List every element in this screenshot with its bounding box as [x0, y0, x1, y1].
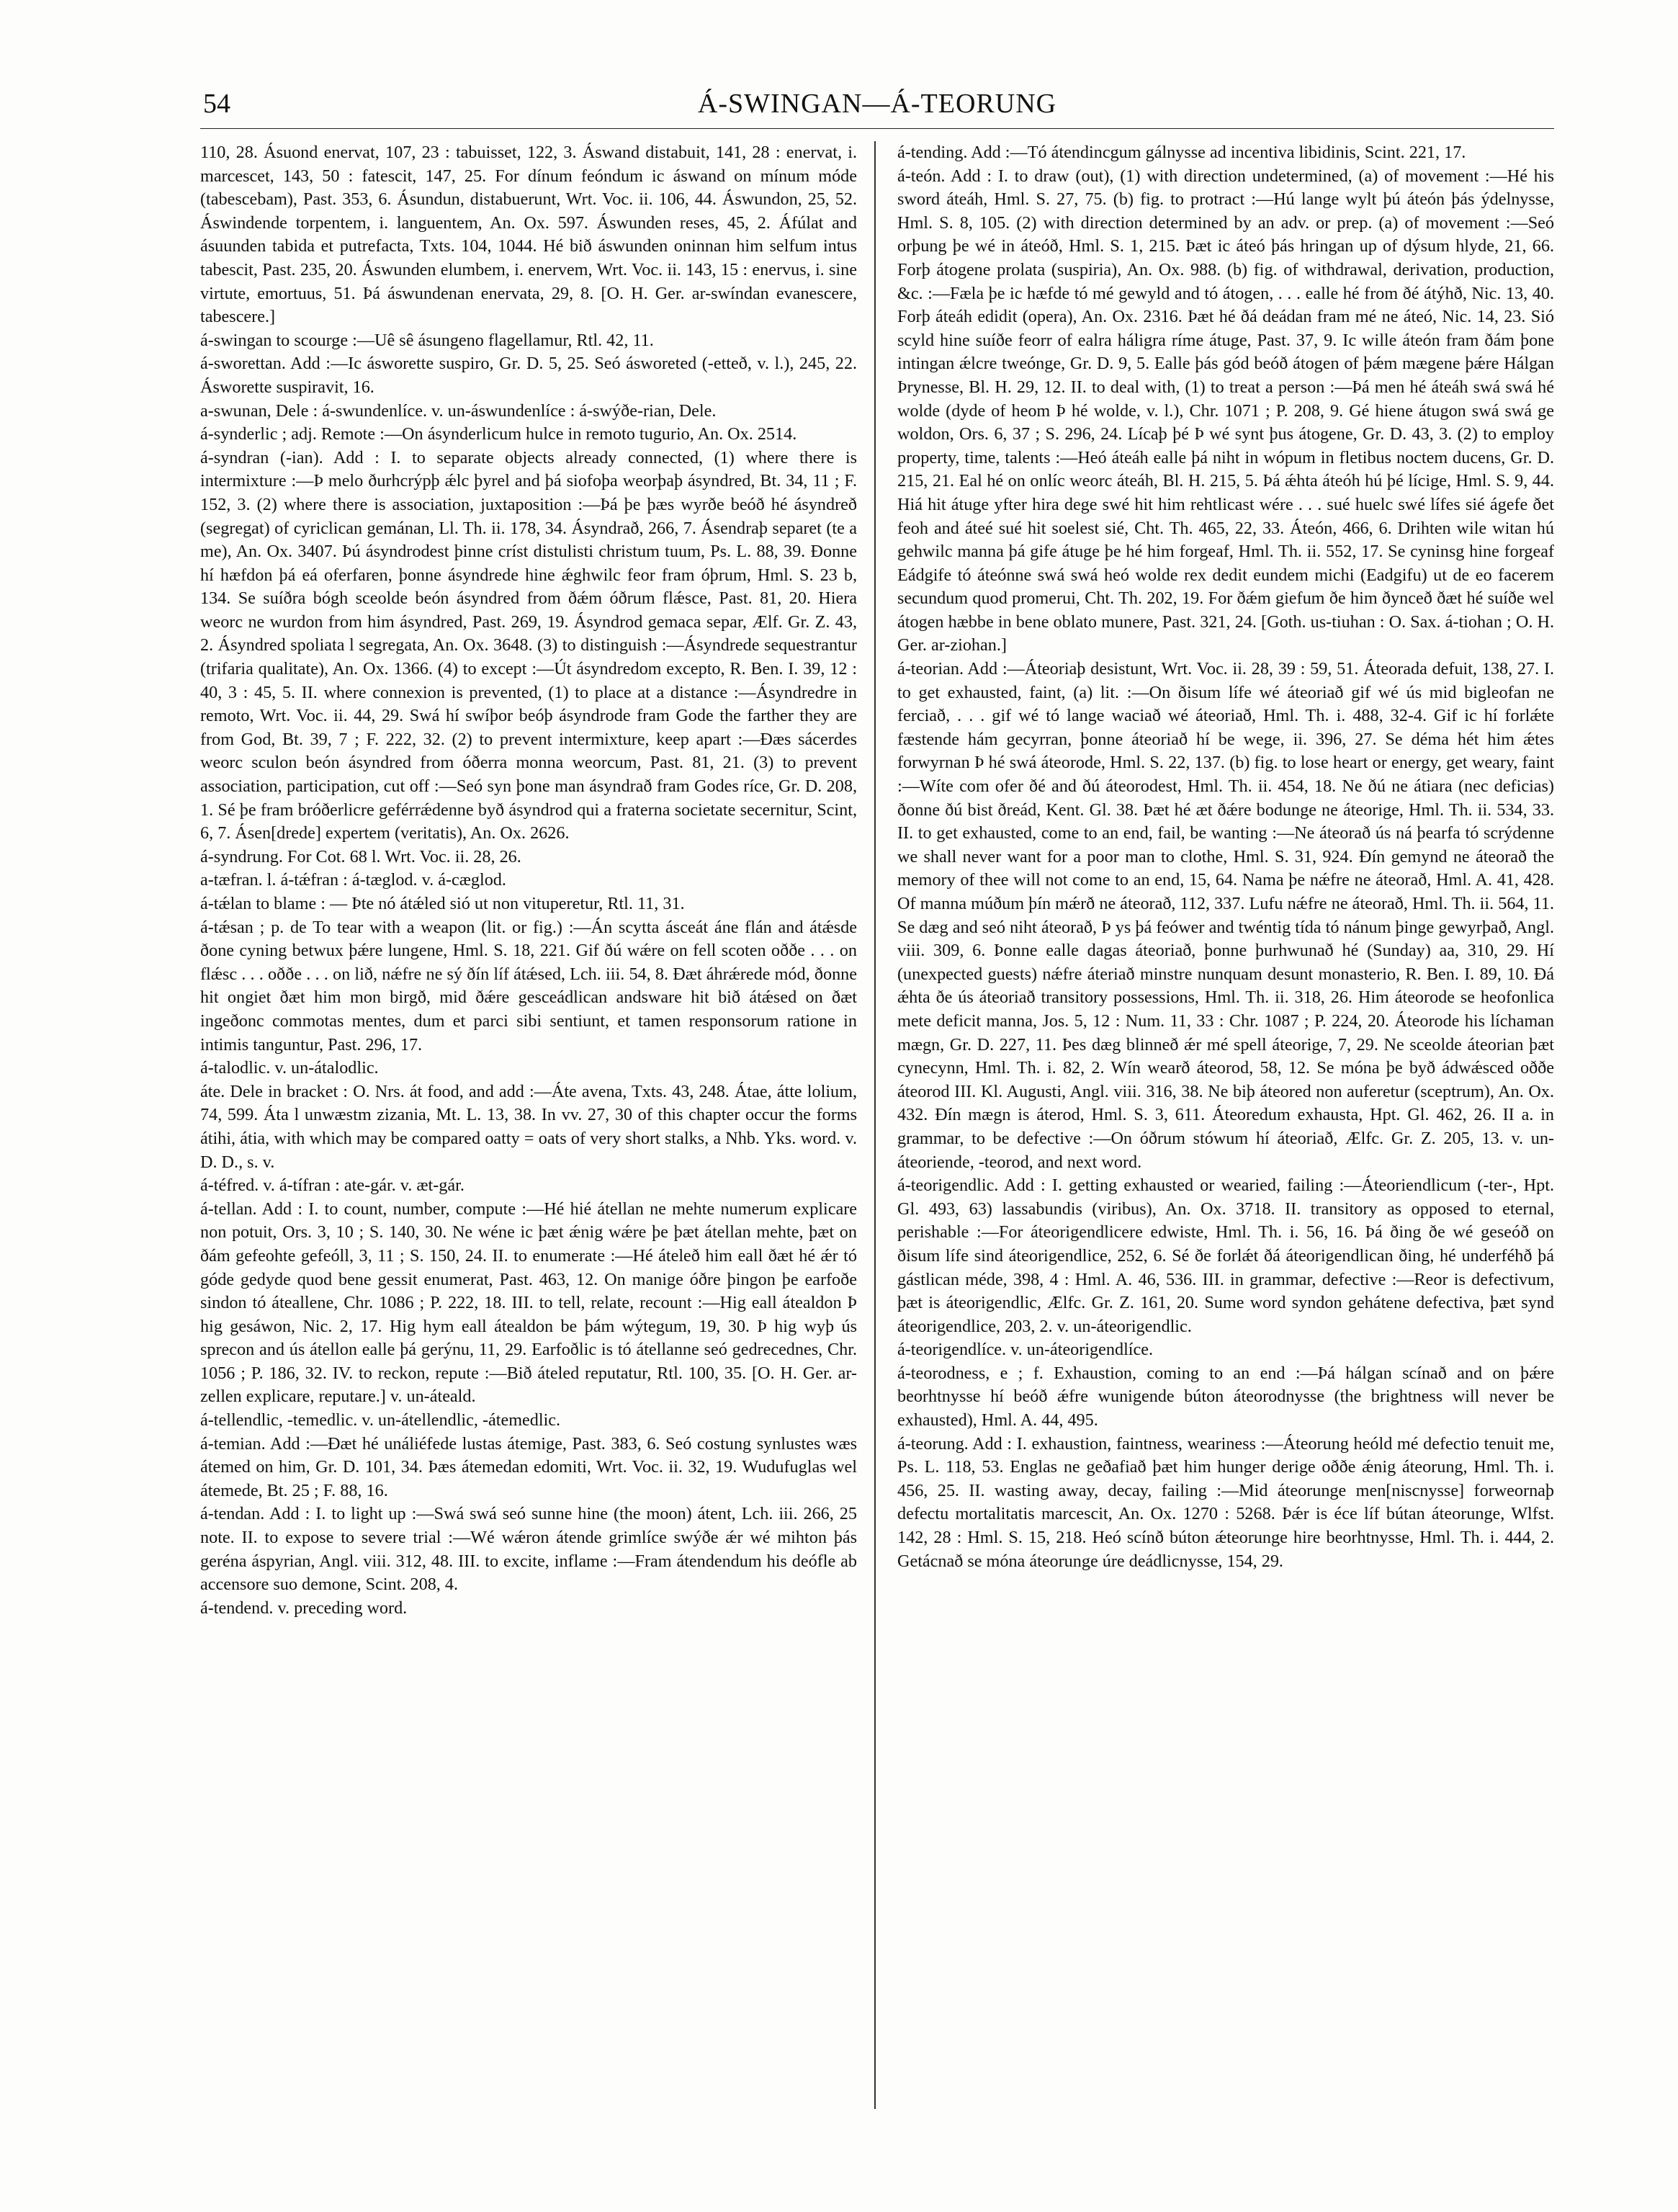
entry: á-talodlic. v. un-átalodlic. — [200, 1058, 379, 1078]
entry: á-teorian. Add :—Áteoriaþ desistunt, Wrt. Voc. ii. 28, 39 : 59, 51. Áteorada defuit, 138, 27. I. to get exhausted, faint, (a) lit. :—On ðisum lífe wé áteoriað gif wé ús mid bigleofan ne ferciað, . . . gif wé tó lange waciað wé áteoriað, Hml. Th. i. 488, 32-4. Gif ic hí forlǽte fæstende hám gecyrran, þonne áteoriað hí be wege, ii. 396, 27. Se déma hét him ǽtes forwyrnan Þ hé swá áteorode, Hml. S. 22, 137. (b) fig. to lose heart or energy, get weary, faint :—Wíte com ofer ðé and ðú áteorodest, Hml. Th. ii. 454, 18. Ne ðú ne átiara (nec deficias) ðonne ðú bist ðreád, Kent. Gl. 38. Þæt hé æt ðǽre bodunge ne áteorige, Hml. Th. ii. 534, 33. II. to get exhausted, come to an end, fail, be wanting :—Ne áteorað ús ná þearfa tó scrýdenne we shall never want for a poor man to clothe, Hml. S. 31, 924. Ðín gemynd ne áteorað the memory of thee will not come to an end, 15, 64. Nama þe nǽfre ne áteorað, Hml. A. 41, 428. Of manna múðum þín mǽrð ne áteorað, 112, 337. Lufu nǽfre ne áteorað, Hml. Th. ii. 564, 11. Se dæg and seó niht áteorað, Þ ys þá feówer and twéntig tída tó nánum þinge gewyrþað, Angl. viii. 309, 6. Þonne ealle dagas áteoriað, þonne þurhwunað hé (Sunday) aa, 310, 29. Hí (unexpected guests) nǽfre áteriað minstre nunquam desunt monasterio, R. Ben. I. 89, 10. Ðá ǽhta ðe ús áteoriað transitory possessions, Hml. Th. ii. 318, 26. Him áteorode se heofonlica mete deficit manna, Jos. 5, 12 : Num. 11, 33 : Chr. 1087 ; P. 224, 20. Áteorode his líchaman mægn, Gr. D. 227, 11. Þes dæg blinneð ǽr mé spell áteorige, 7, 29. Ne sceolde áteorian þæt cynecynn, Hml. Th. i. 82, 2. Wín wearð áteorod, 58, 12. Se móna þe byð ádwǽsced oððe áteorod III. Kl. Augusti, Angl. viii. 316, 38. Ne biþ áteored non auferetur (sceptrum), An. Ox. 432. Ðín mægn is áterod, Hml. S. 3, 611. Áteoredum exhausta, Hpt. Gl. 462, 26. II a. in grammar, to be defective :—On óðrum stówum hí áteoriað, Ælfc. Gr. Z. 205, 13. v. un-áteoriende, -teorod, and next word. — [897, 659, 1554, 1172]
entry: á-teorodness, e ; f. Exhaustion, coming to an end :—Þá hálgan scínað and on þǽre beorhtnysse hí beóð ǽfre wunigende búton áteorodnysse (the brightness will never be exhausted), Hml. A. 44, 495. — [897, 1363, 1554, 1430]
entry: 110, 28. Ásuond enervat, 107, 23 : tabuisset, 122, 3. Áswand distabuit, 141, 28 : enervat, i. marcescet, 143, 50 : fatescit, 147, 25. For dínum feóndum ic áswand on mínum móde (tabescebam), Past. 353, 6. Ásundun, distabuerunt, Wrt. Voc. ii. 106, 44. Áswundon, 25, 52. Áswindende torpentem, i. languentem, An. Ox. 597. Áswunden reses, 45, 2. Áfúlat and ásuunden tabida et putrefacta, Txts. 104, 1044. Hé bið áswunden oninnan him selfum intus tabescit, Past. 235, 20. Áswunden elumbem, i. enervem, Wrt. Voc. ii. 143, 15 : enervus, i. sine virtute, emortuus, 51. Þá áswundenan enervata, 29, 8. [O. H. Ger. ar-swíndan evanescere, tabescere.] — [200, 143, 857, 327]
entry: a-swunan, Dele : á-swundenlíce. v. un-áswundenlíce : á-swýðe-rian, Dele. — [200, 400, 717, 421]
entry: á-tellan. Add : I. to count, number, compute :—Hé hié átellan ne mehte numerum explicare non potuit, Ors. 3, 10 ; S. 140, 30. Ne wéne ic þæt ǽnig wǽre þe þæt átellan mehte, þæt on ðám gefeohte gefeóll, 3, 11 ; S. 150, 24. II. to enumerate :—Hé áteleð him eall ðæt hé ǽr tó góde gedyde quod bene gessit enumerat, Past. 463, 12. On manige óðre þingon þe earfoðe sindon tó áteallene, Chr. 1086 ; P. 222, 18. III. to tell, relate, recount :—Hig eall átealdon Þ hig gesáwon, Nic. 2, 17. Hig hym eall átealdon be þám wýtegum, 19, 30. Þ hig wyþ ús sprecon and ús átellon ealle þá gerýnu, 11, 29. Earfoðlic is tó átellanne seó gedrecednes, Chr. 1056 ; P. 186, 32. IV. to reckon, repute :—Bið áteled reputatur, Rtl. 100, 35. [O. H. Ger. ar-zellen explicare, reputare.] v. un-áteald. — [200, 1199, 857, 1407]
entry: á-temian. Add :—Ðæt hé unáliéfede lustas átemige, Past. 383, 6. Seó costung synlustes wæs átemed on him, Gr. D. 101, 34. Þæs átemedan edomiti, Wrt. Voc. ii. 32, 19. Wudufuglas wel átemede, Bt. 25 ; F. 88, 16. — [200, 1433, 857, 1500]
entry: á-syndrung. For Cot. 68 l. Wrt. Voc. ii. 28, 26. — [200, 846, 521, 867]
running-head: Á-SWINGAN—Á-TEORUNG — [697, 89, 1057, 119]
page-header — [200, 85, 1554, 129]
entry: á-tellendlic, -temedlic. v. un-átellendlic, -átemedlic. — [200, 1410, 561, 1430]
entry: á-tǽsan ; p. de To tear with a weapon (lit. or fig.) :—Án scytta ásceát áne flán and átǽsde ðone cyning betwux þǽre lungene, Hml. S. 18, 221. Gif ðú wǽre on fell scoten oððe . . . on flǽsc . . . oððe . . . on lið, nǽfre ne sý ðín líf átǽsed, Lch. iii. 54, 8. Ðæt áhrǽrede mód, ðonne hit ongiet ðæt him mon birgð, mid ðǽre gesceádlican andsware hit bið átǽsed on ðæt ingeðonc commotas mentes, dum et parci sibi sentiunt, et tamen responsorum ratione in intimis tanguntur, Past. 296, 17. — [200, 917, 857, 1054]
entry: á-tending. Add :—Tó átendincgum gálnysse ad incentiva libidinis, Scint. 221, 17. — [897, 143, 1466, 162]
entry: á-syndran (-ian). Add : I. to separate objects already connected, (1) where there is intermixture :—Þ melo ðurhcrýpþ ǽlc þyrel and þá siofoþa weorþaþ ásyndred, Bt. 34, 11 ; F. 152, 3. (2) where there is association, juxtaposition :—Þá þe þæs wyrðe beóð hé ásyndreð (segregat) of cyriclican gemánan, Ll. Th. ii. 178, 34. Ásyndrað, 266, 7. Ásendraþ separet (te a me), An. Ox. 3407. Þú ásyndrodest þinne críst distulisti christum tuum, Ps. L. 88, 39. Ðonne hí hæfdon þá eá oferfaren, þonne ásyndrede hine ǽghwilc feor fram óþrum, Hml. S. 23 b, 134. Se suíðra bógh sceolde beón ásyndred from ðǽm óðrum flǽsce, Past. 81, 20. Hiera weorc ne wurdon from him ásyndred, Past. 269, 19. Ásyndrod gemaca separ, Ælf. Gr. Z. 43, 2. Ásyndred spoliata l segregata, An. Ox. 3648. (3) to distinguish :—Ásyndrede sequestrantur (trifaria qualitate), An. Ox. 1366. (4) to except :—Út ásyndredom excepto, R. Ben. I. 39, 12 : 40, 3 : 45, 5. II. where connexion is prevented, (1) to place at a distance :—Ásyndredre in remoto, Wrt. Voc. ii. 44, 29. Swá hí swíþor beóþ ásyndrode fram Gode the farther they are from God, Bt. 39, 7 ; F. 222, 32. (2) to prevent intermixture, keep apart :—Ðæs sácerdes weorc sculon beón ásyndred from óðerra monna weorcum, Past. 81, 21. (3) to prevent association, participation, cut off :—Seó syn þone man ásyndrað fram Godes ríce, Gr. D. 208, 1. Sé þe fram bróðerlicre geférrǽdenne byð ásyndrod qui a fraterna societate secernitur, Scint, 6, 7. Ásen[drede] expertem (veritatis), An. Ox. 2626. — [200, 447, 857, 843]
entry: á-teorigendlíce. v. un-áteorigendlíce. — [897, 1340, 1154, 1360]
right-column — [897, 141, 1554, 2159]
dictionary-page — [200, 85, 1554, 2159]
left-column — [200, 141, 857, 2159]
entry: a-tæfran. l. á-tǽfran : á-tæglod. v. á-cæglod. — [200, 870, 506, 890]
entry: áte. Dele in bracket : O. Nrs. át food, and add :—Áte avena, Txts. 43, 248. Átae, átte lolium, 74, 599. Áta l unwæstm zizania, Mt. L. 13, 38. In vv. 27, 30 of this chapter occur the forms átihi, átia, with which may be compared oatty = oats of very short stalks, a Nhb. Yks. word. v. D. D., s. v. — [200, 1081, 857, 1172]
entry: á-teón. Add : I. to draw (out), (1) with direction undetermined, (a) of movement :—Hé his sword áteáh, Hml. S. 27, 75. (b) fig. to protract :—Hú lange wylt þú áteón þás ýdelnysse, Hml. S. 8, 105. (2) with direction determined by an adv. or prep. (a) of movement :—Seó orþung þe wé in áteóð, Hml. S. 1, 215. Þæt ic áteó þás hringan up of dýsum hlyde, 21, 66. Forþ átogene prolata (suspiria), An. Ox. 988. (b) fig. of withdrawal, derivation, production, &c. :—Fæla þe ic hæfde tó mé gewyld and tó átogen, . . . ealle hé from ðé átýhð, Nic. 13, 40. Forþ áteáh edidit (opera), An. Ox. 2316. Þæt hé ðá deádan fram mé ne áteó, Nic. 14, 23. Sió scyld hine suíðe feorr of ealra háligra ríme átuge, Past. 37, 9. Ic wille áteón fram ðám þone intingan ǽlcre tweónge, Gr. D. 9, 5. Ealle þás gód beóð átogen of þǽm mægene þǽre Hálgan Þrynesse, Bl. H. 29, 12. II. to deal with, (1) to treat a person :—Þá men hé áteáh swá swá hé wolde (dyde of heom Þ hé wolde, v. l.), Chr. 1071 ; P. 208, 9. Gé hiene átugon swá swá ge woldon, Ors. 6, 37 ; S. 296, 24. Lícaþ þé Þ wé synt þus átogene, Gr. D. 43, 3. (2) to employ property, time, talents :—Heó áteáh ealle þá niht in wópum in fletibus noctem ducens, Gr. D. 215, 21. Eal hé on onlíc weorc áteáh, Bl. H. 215, 5. Þá ǽhta áteóh hú þé lícige, Hml. S. 9, 44. Hiá hit átuge yfter hira dege swé hit him rehtlicast wére . . . sué huelc swé lífes sié ágefe ðet feoh and áteé sué hit soelest sié, Cht. Th. 465, 22, 33. Áteón, 466, 6. Drihten wile witan hú gehwilc manna þá gife átuge þe hé him forgeaf, Hml. Th. ii. 552, 17. Se cyninsg hine forgeaf Eádgife tó áteónne swá swá heó wolde rex dedit eundem michi (Eadgifu) ut de eo facerem secundum quod promerui, Cht. Th. 202, 19. For ðǽm giefum ðe him ðynceð ðæt hé suíðe wel átogen hæbbe in bene oblato munere, Past. 321, 24. [Goth. us-tiuhan : O. Sax. á-tiohan ; O. H. Ger. ar-ziohan.] — [897, 166, 1554, 655]
entry: á-tendan. Add : I. to light up :—Swá swá seó sunne hine (the moon) átent, Lch. iii. 266, 25 note. II. to expose to severe trial :—Wé wǽron átende grimlíce swýðe ǽr wé mihton þás geréna áspyrian, Angl. viii. 312, 48. III. to excite, inflame :—Fram átendendum his deófle ab accensore suo demone, Scint. 208, 4. — [200, 1504, 857, 1595]
entry: á-synderlic ; adj. Remote :—On ásynderlicum hulce in remoto tugurio, An. Ox. 2514. — [200, 424, 797, 444]
entry: á-teorigendlic. Add : I. getting exhausted or wearied, failing :—Áteoriendlicum (-ter-, Hpt. Gl. 493, 63) lassabundis (viribus), An. Ox. 3718. II. transitory as opposed to eternal, perishable :—For áteorigendlicere edwiste, Hml. Th. i. 56, 16. Þá ðing ðe wé geseóð on ðisum lífe sind áteorigendlice, 252, 6. Sé ðe forlǽt ðá áteorigendlican ðing, hé underféhð þá gástlican méde, 398, 4 : Hml. A. 46, 536. III. in grammar, defective :—Reor is defectivum, þæt is áteorigendlic, Ælfc. Gr. Z. 161, 20. Sume word syndon gehátene defectiva, þæt synd áteorigendlice, 203, 2. v. un-áteorigendlic. — [897, 1176, 1554, 1336]
entry: á-teorung. Add : I. exhaustion, faintness, weariness :—Áteorung heóld mé defectio tenuit me, Ps. L. 118, 53. Englas ne geðafiað þæt him hunger derige oððe ǽnig áteorung, Hml. Th. i. 456, 25. II. wasting away, decay, failing :—Mid áteorunge men[niscnysse] forweornaþ defectu mortalitatis marcescit, An. Ox. 1270 : 5268. Þǽr is éce líf bútan áteorunge, Wlfst. 142, 28 : Hml. S. 15, 218. Heó scínð búton ǽteorunge hire beorhtnysse, Hml. Th. i. 444, 2. Getácnað se móna áteorunge úre deádlicnysse, 154, 29. — [897, 1433, 1554, 1571]
column-divider — [874, 141, 876, 2109]
entry: á-swingan to scourge :—Uê sê ásungeno flagellamur, Rtl. 42, 11. — [200, 330, 654, 350]
two-column-body — [200, 141, 1554, 2159]
page-number: 54 — [203, 89, 230, 119]
entry: á-téfred. v. á-tífran : ate-gár. v. æt-gár. — [200, 1176, 465, 1196]
entry: á-tǽlan to blame : — Þte nó átǽled sió ut non vituperetur, Rtl. 11, 31. — [200, 894, 685, 913]
entry: á-sworettan. Add :—Ic ásworette suspiro, Gr. D. 5, 25. Seó ásworeted (-etteð, v. l.), 245, 22. Ásworette suspiravit, 16. — [200, 354, 857, 397]
entry: á-tendend. v. preceding word. — [200, 1598, 408, 1618]
